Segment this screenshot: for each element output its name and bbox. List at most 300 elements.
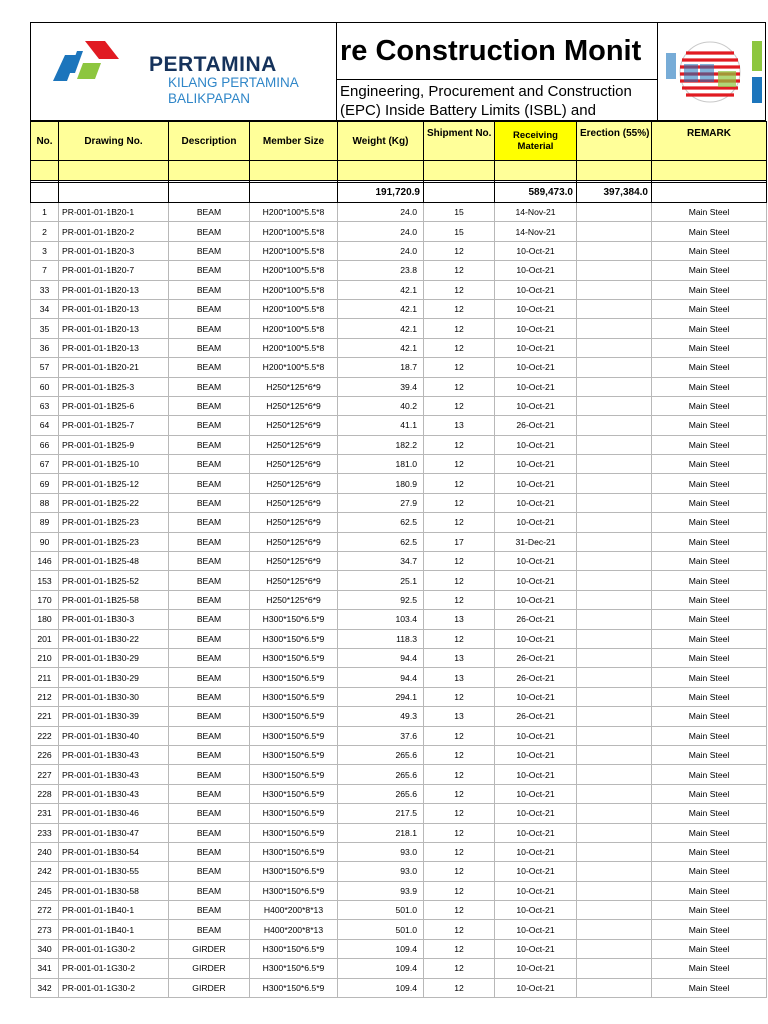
row-erection [577,571,652,590]
row-weight: 294.1 [338,687,424,706]
row-receiving-date: 10-Oct-21 [495,959,577,978]
row-member-size: H300*150*6.5*9 [250,687,338,706]
row-remark: Main Steel [652,377,767,396]
row-shipment-no: 12 [424,939,495,958]
row-remark: Main Steel [652,610,767,629]
row-shipment-no: 12 [424,455,495,474]
row-erection [577,707,652,726]
table-row [31,707,767,726]
row-weight: 42.1 [338,280,424,299]
row-drawing-no: PR-001-01-1B20-7 [59,261,169,280]
row-erection [577,513,652,532]
row-shipment-no: 12 [424,435,495,454]
row-remark: Main Steel [652,842,767,861]
row-shipment-no: 13 [424,648,495,667]
row-erection [577,455,652,474]
row-drawing-no: PR-001-01-1B30-40 [59,726,169,745]
row-description: BEAM [169,377,250,396]
table-row [31,493,767,512]
row-weight: 23.8 [338,261,424,280]
row-no: 90 [31,532,59,551]
row-shipment-no: 13 [424,707,495,726]
company-logo-block [30,22,336,121]
row-receiving-date: 26-Oct-21 [495,610,577,629]
row-member-size: H300*150*6.5*9 [250,784,338,803]
row-drawing-no: PR-001-01-1B25-12 [59,474,169,493]
row-receiving-date: 10-Oct-21 [495,377,577,396]
col-shipment-no: Shipment No. [424,122,495,161]
row-description: BEAM [169,241,250,260]
row-drawing-no: PR-001-01-1B20-1 [59,203,169,222]
row-shipment-no: 12 [424,862,495,881]
row-erection [577,842,652,861]
row-receiving-date: 10-Oct-21 [495,629,577,648]
row-receiving-date: 10-Oct-21 [495,920,577,939]
row-erection [577,416,652,435]
row-shipment-no: 15 [424,222,495,241]
row-member-size: H250*125*6*9 [250,396,338,415]
row-member-size: H250*125*6*9 [250,416,338,435]
project-badge-block [658,22,766,121]
row-erection [577,920,652,939]
row-shipment-no: 12 [424,804,495,823]
row-shipment-no: 12 [424,901,495,920]
row-drawing-no: PR-001-01-1B30-43 [59,745,169,764]
project-name-line2: (EPC) Inside Battery Limits (ISBL) and [340,102,596,119]
row-weight: 39.4 [338,377,424,396]
row-remark: Main Steel [652,319,767,338]
row-drawing-no: PR-001-01-1B20-13 [59,319,169,338]
row-no: 231 [31,804,59,823]
row-remark: Main Steel [652,241,767,260]
row-no: 34 [31,299,59,318]
row-erection [577,590,652,609]
row-description: BEAM [169,435,250,454]
table-row [31,804,767,823]
table-row [31,532,767,551]
row-member-size: H300*150*6.5*9 [250,959,338,978]
row-shipment-no: 17 [424,532,495,551]
row-receiving-date: 10-Oct-21 [495,842,577,861]
row-no: 57 [31,358,59,377]
row-description: BEAM [169,629,250,648]
row-description: BEAM [169,765,250,784]
row-remark: Main Steel [652,396,767,415]
row-description: BEAM [169,203,250,222]
row-member-size: H300*150*6.5*9 [250,804,338,823]
row-weight: 94.4 [338,668,424,687]
row-drawing-no: PR-001-01-1B25-23 [59,513,169,532]
row-shipment-no: 12 [424,629,495,648]
row-remark: Main Steel [652,299,767,318]
row-member-size: H250*125*6*9 [250,552,338,571]
row-description: BEAM [169,222,250,241]
row-weight: 180.9 [338,474,424,493]
report-title: re Construction Monit [340,35,642,67]
row-drawing-no: PR-001-01-1B25-52 [59,571,169,590]
table-row [31,881,767,900]
row-drawing-no: PR-001-01-1B25-9 [59,435,169,454]
row-description: BEAM [169,610,250,629]
row-description: BEAM [169,280,250,299]
row-remark: Main Steel [652,745,767,764]
row-receiving-date: 10-Oct-21 [495,823,577,842]
row-drawing-no: PR-001-01-1B30-47 [59,823,169,842]
col-description: Description [169,122,250,161]
row-member-size: H200*100*5.5*8 [250,203,338,222]
table-row [31,959,767,978]
row-member-size: H250*125*6*9 [250,377,338,396]
row-drawing-no: PR-001-01-1B30-22 [59,629,169,648]
row-erection [577,203,652,222]
row-weight: 265.6 [338,784,424,803]
row-no: 228 [31,784,59,803]
total-receiving: 589,473.0 [495,183,577,203]
row-receiving-date: 10-Oct-21 [495,338,577,357]
row-description: BEAM [169,493,250,512]
row-erection [577,474,652,493]
row-no: 66 [31,435,59,454]
row-drawing-no: PR-001-01-1B30-29 [59,668,169,687]
row-shipment-no: 12 [424,493,495,512]
row-description: BEAM [169,416,250,435]
row-member-size: H300*150*6.5*9 [250,823,338,842]
row-weight: 181.0 [338,455,424,474]
row-member-size: H300*150*6.5*9 [250,707,338,726]
row-remark: Main Steel [652,920,767,939]
row-shipment-no: 12 [424,687,495,706]
row-member-size: H250*125*6*9 [250,532,338,551]
row-drawing-no: PR-001-01-1B30-43 [59,765,169,784]
row-drawing-no: PR-001-01-1B30-43 [59,784,169,803]
row-remark: Main Steel [652,358,767,377]
column-header-row [31,122,767,161]
row-receiving-date: 10-Oct-21 [495,939,577,958]
row-weight: 24.0 [338,203,424,222]
row-weight: 62.5 [338,532,424,551]
row-no: 146 [31,552,59,571]
rdmp-logo-icon [658,31,766,113]
company-name: PERTAMINA [149,53,277,76]
row-receiving-date: 10-Oct-21 [495,804,577,823]
row-no: 64 [31,416,59,435]
row-description: BEAM [169,823,250,842]
row-member-size: H200*100*5.5*8 [250,299,338,318]
row-erection [577,338,652,357]
row-no: 210 [31,648,59,667]
col-no: No. [31,122,59,161]
row-receiving-date: 26-Oct-21 [495,648,577,667]
row-no: 36 [31,338,59,357]
row-drawing-no: PR-001-01-1B30-54 [59,842,169,861]
row-weight: 93.9 [338,881,424,900]
table-body [31,181,767,998]
row-receiving-date: 10-Oct-21 [495,513,577,532]
row-receiving-date: 10-Oct-21 [495,726,577,745]
row-shipment-no: 15 [424,203,495,222]
row-no: 212 [31,687,59,706]
row-weight: 42.1 [338,299,424,318]
col-receiving-material: Receiving Material [495,122,577,161]
row-weight: 109.4 [338,959,424,978]
row-receiving-date: 10-Oct-21 [495,552,577,571]
row-weight: 109.4 [338,939,424,958]
table-row [31,435,767,454]
row-remark: Main Steel [652,804,767,823]
row-no: 170 [31,590,59,609]
row-description: BEAM [169,532,250,551]
row-no: 201 [31,629,59,648]
row-receiving-date: 10-Oct-21 [495,280,577,299]
table-row [31,338,767,357]
row-member-size: H300*150*6.5*9 [250,842,338,861]
row-member-size: H200*100*5.5*8 [250,241,338,260]
row-shipment-no: 13 [424,610,495,629]
row-erection [577,493,652,512]
row-no: 227 [31,765,59,784]
col-drawing-no: Drawing No. [59,122,169,161]
row-weight: 42.1 [338,338,424,357]
table-row [31,416,767,435]
row-receiving-date: 10-Oct-21 [495,474,577,493]
total-erection: 397,384.0 [577,183,652,203]
row-erection [577,532,652,551]
row-erection [577,862,652,881]
row-member-size: H300*150*6.5*9 [250,745,338,764]
subsidiary-name-line1: KILANG PERTAMINA [168,75,299,90]
row-no: 242 [31,862,59,881]
row-weight: 103.4 [338,610,424,629]
row-member-size: H300*150*6.5*9 [250,881,338,900]
row-erection [577,261,652,280]
row-no: 69 [31,474,59,493]
row-erection [577,629,652,648]
row-receiving-date: 10-Oct-21 [495,745,577,764]
row-shipment-no: 12 [424,959,495,978]
row-description: GIRDER [169,978,250,997]
row-shipment-no: 12 [424,280,495,299]
row-receiving-date: 10-Oct-21 [495,978,577,997]
row-weight: 93.0 [338,862,424,881]
row-remark: Main Steel [652,901,767,920]
row-description: BEAM [169,707,250,726]
row-shipment-no: 12 [424,881,495,900]
table-row [31,396,767,415]
row-description: BEAM [169,571,250,590]
row-drawing-no: PR-001-01-1B30-46 [59,804,169,823]
row-no: 3 [31,241,59,260]
row-shipment-no: 12 [424,319,495,338]
row-drawing-no: PR-001-01-1B30-39 [59,707,169,726]
row-no: 35 [31,319,59,338]
row-shipment-no: 12 [424,842,495,861]
row-remark: Main Steel [652,552,767,571]
row-drawing-no: PR-001-01-1B40-1 [59,920,169,939]
row-weight: 49.3 [338,707,424,726]
total-weight: 191,720.9 [338,183,424,203]
row-description: BEAM [169,726,250,745]
row-description: BEAM [169,745,250,764]
row-remark: Main Steel [652,493,767,512]
row-weight: 34.7 [338,552,424,571]
row-drawing-no: PR-001-01-1B25-3 [59,377,169,396]
row-no: 211 [31,668,59,687]
table-row [31,319,767,338]
row-description: BEAM [169,784,250,803]
row-member-size: H200*100*5.5*8 [250,261,338,280]
row-remark: Main Steel [652,203,767,222]
table-row [31,590,767,609]
row-no: 342 [31,978,59,997]
table-row [31,261,767,280]
row-receiving-date: 26-Oct-21 [495,707,577,726]
row-member-size: H200*100*5.5*8 [250,338,338,357]
row-drawing-no: PR-001-01-1B25-10 [59,455,169,474]
row-no: 180 [31,610,59,629]
row-remark: Main Steel [652,513,767,532]
row-member-size: H300*150*6.5*9 [250,668,338,687]
row-weight: 118.3 [338,629,424,648]
row-no: 273 [31,920,59,939]
row-remark: Main Steel [652,435,767,454]
row-no: 341 [31,959,59,978]
row-remark: Main Steel [652,455,767,474]
row-description: BEAM [169,842,250,861]
row-no: 340 [31,939,59,958]
row-member-size: H200*100*5.5*8 [250,280,338,299]
table-row [31,862,767,881]
row-receiving-date: 10-Oct-21 [495,261,577,280]
row-no: 272 [31,901,59,920]
table-row [31,765,767,784]
row-remark: Main Steel [652,726,767,745]
row-member-size: H250*125*6*9 [250,474,338,493]
row-weight: 42.1 [338,319,424,338]
row-drawing-no: PR-001-01-1B30-55 [59,862,169,881]
column-subheader-row [31,161,767,181]
row-weight: 24.0 [338,241,424,260]
row-weight: 109.4 [338,978,424,997]
row-member-size: H200*100*5.5*8 [250,222,338,241]
totals-row [31,183,767,203]
row-receiving-date: 10-Oct-21 [495,455,577,474]
row-no: 89 [31,513,59,532]
row-member-size: H250*125*6*9 [250,435,338,454]
title-divider [337,79,657,80]
row-weight: 62.5 [338,513,424,532]
table-row [31,901,767,920]
row-remark: Main Steel [652,765,767,784]
row-no: 153 [31,571,59,590]
row-description: BEAM [169,862,250,881]
row-erection [577,668,652,687]
row-description: BEAM [169,319,250,338]
row-erection [577,241,652,260]
row-weight: 40.2 [338,396,424,415]
row-weight: 18.7 [338,358,424,377]
row-receiving-date: 10-Oct-21 [495,396,577,415]
row-member-size: H300*150*6.5*9 [250,610,338,629]
row-member-size: H300*150*6.5*9 [250,629,338,648]
report-header [30,22,766,121]
row-erection [577,222,652,241]
row-member-size: H400*200*8*13 [250,920,338,939]
row-member-size: H250*125*6*9 [250,590,338,609]
table-row [31,823,767,842]
row-description: BEAM [169,513,250,532]
row-drawing-no: PR-001-01-1B40-1 [59,901,169,920]
row-no: 222 [31,726,59,745]
row-receiving-date: 10-Oct-21 [495,881,577,900]
row-drawing-no: PR-001-01-1B30-29 [59,648,169,667]
row-weight: 37.6 [338,726,424,745]
row-description: BEAM [169,920,250,939]
row-shipment-no: 13 [424,668,495,687]
table-row [31,203,767,222]
table-row [31,513,767,532]
row-shipment-no: 12 [424,338,495,357]
row-erection [577,299,652,318]
table-row [31,377,767,396]
row-erection [577,377,652,396]
table-row [31,455,767,474]
row-drawing-no: PR-001-01-1B20-13 [59,280,169,299]
row-remark: Main Steel [652,416,767,435]
table-row [31,241,767,260]
row-drawing-no: PR-001-01-1B30-3 [59,610,169,629]
row-weight: 41.1 [338,416,424,435]
row-erection [577,959,652,978]
row-member-size: H400*200*8*13 [250,901,338,920]
table-row [31,978,767,997]
row-receiving-date: 10-Oct-21 [495,319,577,338]
row-shipment-no: 12 [424,513,495,532]
row-shipment-no: 12 [424,765,495,784]
row-erection [577,552,652,571]
table-row [31,474,767,493]
row-shipment-no: 12 [424,590,495,609]
row-erection [577,765,652,784]
row-description: BEAM [169,338,250,357]
row-drawing-no: PR-001-01-1B20-13 [59,338,169,357]
row-receiving-date: 14-Nov-21 [495,222,577,241]
row-weight: 94.4 [338,648,424,667]
row-receiving-date: 10-Oct-21 [495,358,577,377]
table-row [31,552,767,571]
col-remark: REMARK [652,122,767,161]
row-receiving-date: 10-Oct-21 [495,862,577,881]
row-shipment-no: 12 [424,823,495,842]
row-drawing-no: PR-001-01-1B20-2 [59,222,169,241]
row-description: BEAM [169,455,250,474]
row-shipment-no: 12 [424,726,495,745]
col-member-size: Member Size [250,122,338,161]
row-description: BEAM [169,687,250,706]
row-description: BEAM [169,552,250,571]
row-shipment-no: 12 [424,358,495,377]
row-description: BEAM [169,396,250,415]
row-description: BEAM [169,881,250,900]
row-member-size: H250*125*6*9 [250,513,338,532]
row-weight: 218.1 [338,823,424,842]
row-erection [577,648,652,667]
row-remark: Main Steel [652,668,767,687]
col-erection: Erection (55%) [577,122,652,161]
row-drawing-no: PR-001-01-1B30-58 [59,881,169,900]
row-no: 233 [31,823,59,842]
row-drawing-no: PR-001-01-1G30-2 [59,959,169,978]
row-no: 63 [31,396,59,415]
